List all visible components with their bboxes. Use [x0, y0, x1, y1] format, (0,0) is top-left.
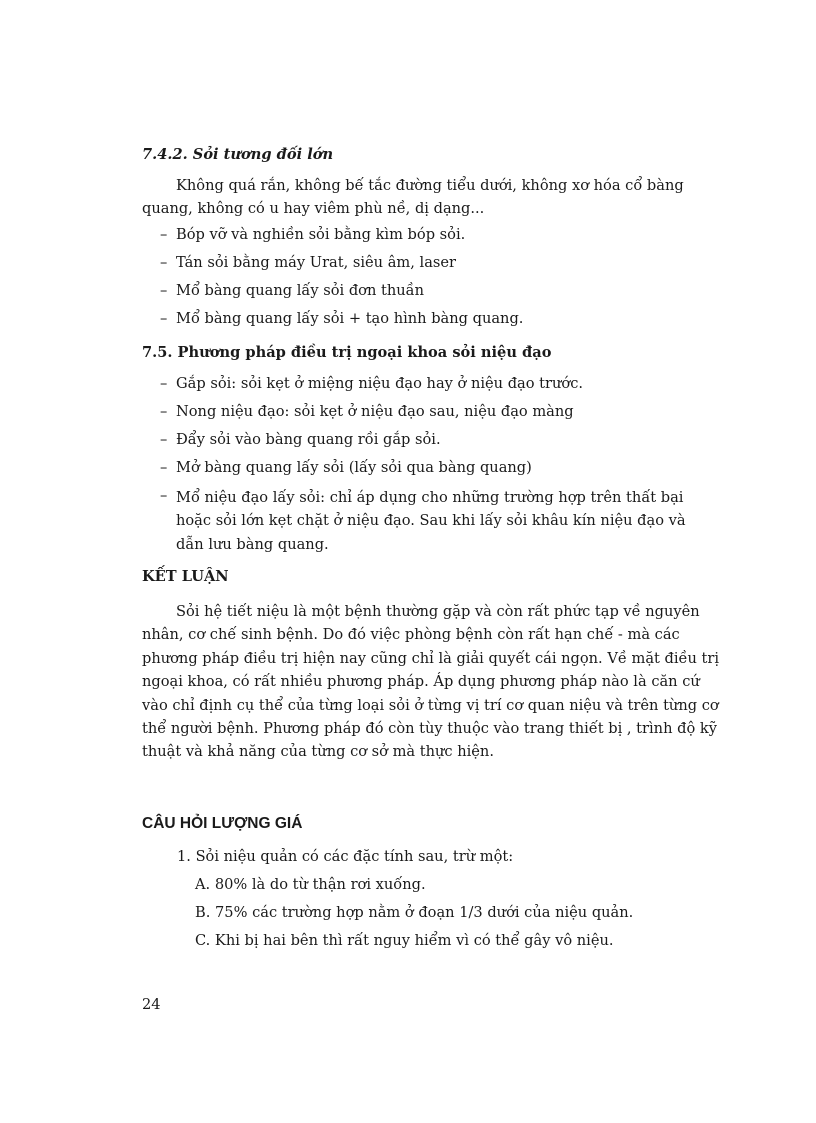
dash-bullet: –: [160, 375, 168, 392]
paragraph-line: thuật và khả năng của từng cơ sở mà thực hiện.: [142, 743, 494, 761]
option-b: B. 75% các trường hợp nằm ở đoạn 1/3 dưới của niệu quản.: [195, 904, 634, 921]
list-item-line: Mổ niệu đạo lấy sỏi: chỉ áp dụng cho những trường hợp trên thất bại: [176, 489, 684, 506]
dash-bullet: –: [160, 310, 168, 327]
conclusion-paragraph: [142, 600, 720, 764]
list-item-line: hoặc sỏi lớn kẹt chặt ở niệu đạo. Sau khi lấy sỏi khâu kín niệu đạo và: [176, 512, 686, 530]
section-heading-7-5: 7.5. Phương pháp điều trị ngoại khoa sỏi niệu đạo: [142, 344, 552, 361]
paragraph-line: thể người bệnh. Phương pháp đó còn tùy thuộc vào trang thiết bị , trình độ kỹ: [142, 719, 717, 737]
paragraph-line: ngoại khoa, có rất nhiều phương pháp. Áp dụng phương pháp nào là căn cứ: [142, 673, 700, 691]
section-7-4-2-intro: [142, 174, 684, 221]
list-item-text: Bóp vỡ và nghiền sỏi bằng kìm bóp sỏi.: [176, 226, 466, 243]
paragraph-line: vào chỉ định cụ thể của từng loại sỏi ở từng vị trí cơ quan niệu và trên từng cơ: [142, 696, 719, 714]
list-item-text: Gắp sỏi: sỏi kẹt ở miệng niệu đạo hay ở niệu đạo trước.: [176, 375, 584, 392]
dash-bullet: –: [160, 431, 168, 448]
list-item-multiline: [176, 487, 686, 557]
list-item-text: Mổ bàng quang lấy sỏi + tạo hình bàng quang.: [176, 310, 524, 327]
dash-bullet: –: [160, 254, 168, 271]
list-item-text: Đẩy sỏi vào bàng quang rồi gắp sỏi.: [176, 431, 441, 448]
list-item-text: Nong niệu đạo: sỏi kẹt ở niệu đạo sau, niệu đạo màng: [176, 403, 574, 420]
list-item-line: dẫn lưu bàng quang.: [176, 535, 329, 553]
list-item-text: Mở bàng quang lấy sỏi (lấy sỏi qua bàng quang): [176, 459, 532, 476]
intro-line: quang, không có u hay viêm phù nề, dị dạng...: [142, 200, 485, 218]
dash-bullet: –: [160, 403, 168, 420]
paragraph-line: phương pháp điều trị hiện nay cũng chỉ là giải quyết cái ngọn. Về mặt điều trị: [142, 649, 720, 667]
page-number: 24: [142, 996, 161, 1013]
option-a: A. 80% là do từ thận rơi xuống.: [195, 876, 426, 893]
dash-bullet: –: [160, 459, 168, 476]
list-item-text: Mổ bàng quang lấy sỏi đơn thuần: [176, 282, 425, 299]
dash-bullet: –: [160, 226, 168, 243]
paragraph-line: Sỏi hệ tiết niệu là một bệnh thường gặp và còn rất phức tạp về nguyên: [176, 603, 700, 620]
intro-line: Không quá rắn, không bế tắc đường tiểu dưới, không xơ hóa cổ bàng: [176, 177, 684, 194]
conclusion-heading: KẾT LUẬN: [142, 568, 229, 585]
question-1: 1. Sỏi niệu quản có các đặc tính sau, trừ một:: [177, 848, 514, 865]
questions-heading: CÂU HỎI LƯỢNG GIÁ: [142, 815, 303, 832]
option-c: C. Khi bị hai bên thì rất nguy hiểm vì có thể gây vô niệu.: [195, 932, 614, 949]
paragraph-line: nhân, cơ chế sinh bệnh. Do đó việc phòng bệnh còn rất hạn chế - mà các: [142, 626, 680, 644]
list-item-text: Tán sỏi bằng máy Urat, siêu âm, laser: [176, 254, 457, 271]
section-heading-7-4-2: 7.4.2. Sỏi tương đối lớn: [142, 146, 334, 163]
dash-bullet: –: [160, 487, 168, 504]
dash-bullet: –: [160, 282, 168, 299]
